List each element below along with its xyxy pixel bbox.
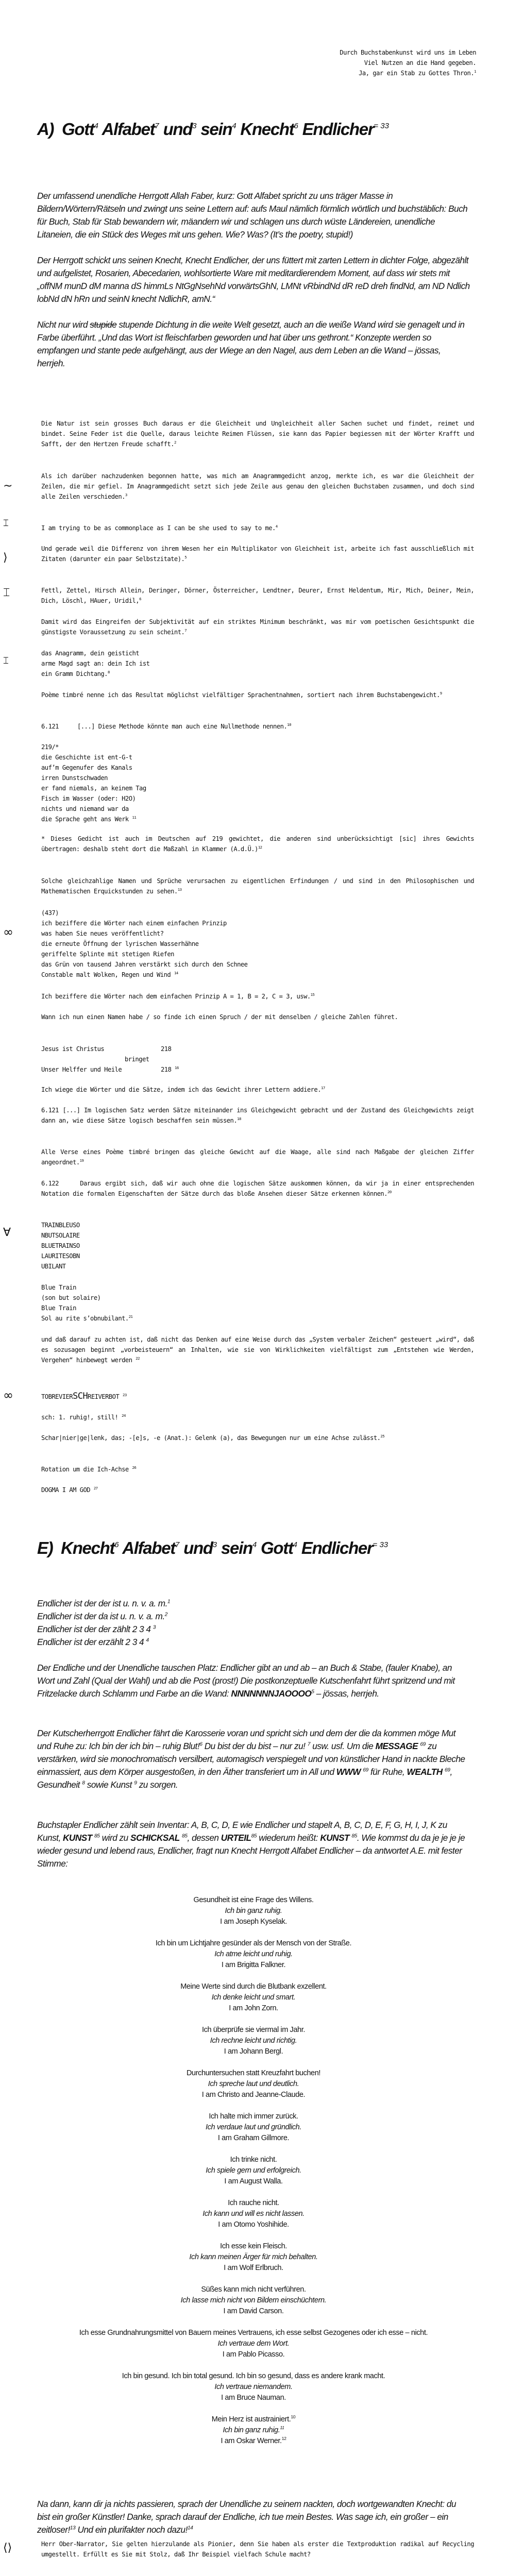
crossed-i-icon: ⌶ [3,586,10,599]
section-e-paragraph: Der Endliche und der Unendliche tauschen Platz: Endlicher gibt an und ab – an Buch & Stabe, (fauler Knabe), an Wort und Zahl (Qual der Wahl) und ab die Post (prost!) Die postkonzeptuelle Kutschenfahrt führt spritzend und mit Fritzelacke durch Schlamm und Farbe an die Wand: NNNNNNNJAOOOO$^5$ – jössas, herrjeh. [37,1663,455,1699]
section-e-paragraph: Der Kutscherherrgott Endlicher fährt die Karosserie voran und spricht sich und dem der die da kommen möge Mut und Ruhe zu: Ich bin der ich bin – ruhig Blut!$^6$ Du bist der du bist – nur zu! $^7$ usw. usf. Um die MESSAGE $^{69}$ zu verstärken, wird sie monochromatisch versilbert, automagisch verspiegelt und von künstlicher Hand in nackte Bleche einmassiert, aus dem Körper ausgestoßen, in den Äther transferiert um in All und WWW $^{69}$ für Ruhe, WEALTH $^{69}$, Gesundheit $^8$ sowie Kunst $^9$ zu sorgen. [37,1728,465,1790]
section-a-intro [37,190,470,370]
quote: Als ich darüber nachzudenken begonnen hatte, was mich am Anagrammgedicht anzog, merkte ich, es war die Gleichheit der Zeilen, die mir gefiel. Im Anagrammgedicht setzt sich jede Zeile aus genau den gleichen Buchstaben zusammen, und doch sind alle Zeilen verschieden.$^3$ [41,472,474,500]
quote: Solche gleichzahlige Namen und Sprüche verursachen zu eigentlichen Erfindungen / und sind in den Philosophischen und Mathematischen Erquickstunden zu sehen.$^{13}$ [41,877,474,895]
stanza-line: Ich esse Grundnahrungsmittel von Bauern meines Vertrauens, ich esse selbst Gezogenes oder ich esse – nicht. [79,2329,428,2337]
stanza-line: Süßes kann mich nicht verführen. [201,2285,306,2294]
quote: Rotation um die Ich-Achse $^{26}$ [41,1465,137,1473]
quote-table: Jesus ist Christus 218 bringet Unser Helffer und Heile 218 $^{16}$ [41,1045,179,1073]
quote: Und gerade weil die Differenz von ihrem Wesen her ein Multiplikator von Gleichheit ist, arbeite ich fast ausschließlich mit Zitaten (darunter ein paar Selbstzitate).$^5$ [41,545,474,563]
stanza [37,2241,470,2274]
epigraph-line: Viel Nutzen an die Hand gegeben. [364,59,476,66]
litany: Endlicher ist der der ist u. n. v. a. m.$^1$ Endlicher ist der da ist u. n. v. a. m.$^2$ Endlicher ist der der zählt 2 3 4 $^3$ Endlicher ist der erzählt 2 3 4 $^4$ [37,1598,171,1647]
quote-poem: (437) ich beziffere die Wörter nach einem einfachen Prinzip was haben Sie neues veröffentlicht? die erneute Öffnung der lyrischen Wasserhähne geriffelte Splinte mit stetigen Riefen das Grün von tausend Jahren verstärkt sich durch den Schnee Constable malt Wolken, Regen und Wind $^{14}$ [41,909,248,978]
stanza-line: Ich bin ganz ruhig. [225,1907,282,1915]
stanza-line: Mein Herz ist austrainiert.$^{10}$ [211,2414,296,2424]
stanza [37,2328,470,2360]
stanza-line: Ich lasse mich nicht von Bildern einschüchtern. [180,2296,327,2304]
stanza-line: Ich bin ganz ruhig.$^{11}$ [223,2425,284,2434]
quote-poem: TRAINBLEUSO NBUTSOLAIRE BLUETRAINSO LAURITESOBN UBILANT [41,1222,80,1270]
stanza-line: Ich kann und will es nicht lassen. [202,2210,305,2218]
closing-paragraph: Na dann, kann dir ja nichts passieren, sprach der Unendliche zu seinem nackten, doch wortgewandten Knecht: du bist ein großer Künstler! Danke, sprach darauf der Endliche, ich tue mein Bestes. Was sage ich, ein großer – ein zeitloser!$^{13}$ Und ein plurifakter noch dazu!$^{14}$ [37,2499,457,2535]
quote: Herr Ober-Narrator, Sie gelten hierzulande als Pionier, denn Sie haben als erster die Textproduktion radikal auf Recycling umgestellt. Erfüllt es Sie mit Stolz, daß Ihr Beispiel vielfach Schule macht? [41,2540,474,2558]
double-angle-icon: ⟨⟩ [3,2541,12,2554]
intro-paragraph: Der umfassend unendliche Herrgott Allah Faber, kurz: Gott Alfabet spricht zu uns träger Masse in Bildern/Wörtern/Rätseln und zwingt uns seine Lettern auf: aufs Maul nämlich förmlich wörtlich und buchstäblich: Buch für Buch, Stab für Stab bewandern wir, mäandern wir und schlagen uns durch wüste Ländereien, unendliche Litaneien, die ein Stück des Weges mit uns gehen. Wie? Was? (It’s the poetry, stupid!) [37,191,468,240]
stanza-line: Ich vertraue niemandem. [214,2383,293,2391]
stanza [37,1938,470,1971]
quote: Schar|nier|ge|lenk, das; -[e]s, -e (Anat.): Gelenk (a), das Bewegungen nur um eine Achse zulässt.$^{25}$ [41,1433,385,1442]
stanza-line: I am David Carson. [223,2307,284,2315]
tilde-icon: ~ [3,480,13,493]
stanza-line: I am Joseph Kyselak. [220,1918,287,1926]
quote: sch: 1. ruhig!, still! $^{24}$ [41,1413,126,1421]
intro-paragraph: Der Herrgott schickt uns seinen Knecht, Knecht Endlicher, der uns füttert mit zarten Lettern in dichter Folge, abgezählt und aufgelistet, Rosarien, Abecedarien, wohlsortierte Ware mit meditardierendem Moment, auf dass wir stets mit „offNM munD dM manna dS himmLs NtGgNsehNd vorwärtsGhN, LMNt vRbindNd dR reD dreh findNd, am ND Ndlich lobNd dN hRn und seinN knecht NdlichR, amN.“ [37,255,470,304]
quote: 6.122 Daraus ergibt sich, daß wir auch ohne die logischen Sätze auskommen können, da wir ja in einer entsprechenden Notation die formalen Eigenschaften der Sätze durch das bloße Ansehen dieser Sätze erkennen können.$^{20}$ [41,1180,474,1197]
stanza-line: Ich spreche laut und deutlich. [208,2080,299,2088]
quote: und daß darauf zu achten ist, daß nicht das Denken auf eine Weise durch das „System verbaler Zeichen“ gesteuert „wird“, daß es sozusagen beginnt „vorbeisteuern“ an Inhalten, wie sie von Wirklichkeiten vielfältigst zum „Entstehen wie Werden, Vergehen“ hinbewegt werden $^{22}$ [41,1336,474,1364]
stanza-line: I am John Zorn. [229,2004,278,2012]
stanza [37,2198,470,2230]
quote: Ich beziffere die Wörter nach dem einfachen Prinzip A = 1, B = 2, C = 3, usw.$^{15}$ [41,992,315,1000]
section-a-heading: A) Gott$^4$ Alfabet$^7$ und$^3$ sein$^4$ Knecht$^6$ Endlicher$^{= 33}$ [37,120,389,139]
stanza-line: I am Wolf Erlbruch. [224,2264,283,2272]
double-chevron-icon: ⟩ [3,551,8,564]
quote: 6.121 [...] Im logischen Satz werden Sätze miteinander ins Gleichgewicht gebracht und der Zustand des Gleichgewichts zeigt dann an, wie diese Sätze logisch beschaffen sein müssen.$^{18}$ [41,1107,474,1124]
stanza-line: Ich esse kein Fleisch. [220,2242,287,2250]
stanza [37,2025,470,2057]
stanza-line: Ich bin gesund. Ich bin total gesund. Ich bin so gesund, dass es andere krank macht. [122,2372,385,2380]
stanzas [37,1895,470,2458]
stanza-line: Ich halte mich immer zurück. [209,2112,298,2121]
stanza-line: I am Otomo Yoshihide. [218,2221,289,2229]
quote: Fettl, Zettel, Hirsch Allein, Deringer, Dörner, Österreicher, Lendtner, Deurer, Ernst Heldentum, Mir, Mich, Deiner, Mein, Dich, Löschl, HAuer, Uridil,$^6$ [41,587,474,604]
stanza [37,1981,470,2014]
stanza-line: Ich rauche nicht. [228,2199,279,2207]
stanza-line: I am August Walla. [224,2177,283,2185]
intro-paragraph: Nicht nur wird stupide stupende Dichtung in die weite Welt gesetzt, auch an die weiße Wand wird sie genagelt und in Farbe überführt. „Und das Wort ist fleischfarben geworden und hat über uns gethront.“ Konzepte werden so empfangen und stante pede aufgehängt, aus der Wiege an den Nagel, aus dem Leben an die Wand – jössas, herrjeh. [37,319,465,368]
stanza-line: Ich spiele gern und erfolgreich. [206,2166,301,2175]
quote: * Dieses Gedicht ist auch im Deutschen auf 219 gewichtet, die anderen sind unberücksichtigt [sic] ihres Gewichts übertragen: deshalb steht dort die Maßzahl in Klammer (A.d.Ü.)$^{12}$ [41,835,474,853]
quote: Alle Verse eines Poème timbré bringen das gleiche Gewicht auf die Waage, alle sind nach Maßgabe der gleichen Ziffer angeordnet.$^{19}$ [41,1148,474,1166]
stanza-line: I am Johann Bergl. [224,2047,283,2056]
infinity-icon: ∞ [3,1388,13,1402]
quote: DOGMA I AM GOD $^{27}$ [41,1485,98,1494]
stanza-line: Ich atme leicht und ruhig. [214,1950,293,1958]
stanza-line: I am Brigitta Falkner. [221,1961,286,1969]
quote-poem: 219/* die Geschichte ist ent-G-t auf’m Gegenufer des Kanals irren Dunstschwaden er fand niemals, an keinem Tag Fisch im Wasser (oder: H2O) nichts und niemand war da die Sprache geht ans Werk $^{11}$ [41,743,146,823]
stanza-line: Ich bin um Lichtjahre gesünder als der Mensch von der Straße. [155,1939,352,1947]
stanza-line: I am Christo and Jeanne-Claude. [201,2091,306,2099]
stanza-line: I am Pablo Picasso. [222,2350,285,2359]
stanza [37,1895,470,1927]
quote: TOBREVIERSCHREIVERBOT $^{23}$ [41,1391,127,1401]
stanza-line: Ich rechne leicht und richtig. [210,2037,297,2045]
quote: Wann ich nun einen Namen habe / so finde ich einen Spruch / der mit denselben / gleiche Zahlen führet. [41,1013,398,1021]
stanza-line: Gesundheit ist eine Frage des Willens. [193,1896,314,1904]
stanza-line: I am Graham Gillmore. [217,2134,290,2142]
stanza [37,2371,470,2403]
stanza [37,2111,470,2144]
stanza [37,2068,470,2100]
stanza-line: Ich überprüfe sie viermal im Jahr. [202,2026,305,2034]
stanza-line: Ich trinke nicht. [230,2156,277,2164]
stanza-line: Durchuntersuchen statt Kreuzfahrt buchen! [186,2069,321,2077]
stanza-line: I am Bruce Nauman. [221,2394,286,2402]
quote: 6.121 [...] Diese Methode könnte man auch eine Nullmethode nennen.$^{10}$ [41,722,291,730]
stanza-line: Ich denke leicht und smart. [211,1993,296,2002]
i-beam-icon: ⌶ [3,518,9,529]
stanza-line: Ich verdaue laut und gründlich. [206,2123,301,2131]
i-beam-icon: ⌶ [3,655,9,666]
infinity-icon: ∞ [3,925,13,939]
stanza-line: Ich kann meinen Ärger für mich behalten. [189,2253,318,2261]
stanza [37,2284,470,2317]
quote: Ich wiege die Wörter und die Sätze, indem ich das Gewicht ihrer Lettern addiere.$^{17}$ [41,1085,325,1093]
quote: Poème timbré nenne ich das Resultat möglichst vielfältiger Sprachentnahmen, sortiert nach ihrem Buchstabengewicht.$^9$ [41,690,442,699]
stanza [37,2155,470,2187]
stanza [37,2414,470,2447]
epigraph-line: Ja, gar ein Stab zu Gottes Thron.$^1$ [359,69,476,77]
quote-poem: das Anagramm, dein geisticht arme Magd sagt an: dein Ich ist ein Gramm Dichtang.$^8$ [41,650,150,677]
epigraph [340,47,476,78]
stanza-line: Ich vertraue dem Wort. [217,2340,290,2348]
quote-poem: Blue Train (son but solaire) Blue Train Sol au rite s’obnubilant.$^{21}$ [41,1284,133,1322]
stanza-line: Meine Werte sind durch die Blutbank exzellent. [180,1982,327,1991]
section-e-heading: E) Knecht$^6$ Alfabet$^7$ und$^3$ sein$^4$ Gott$^4$ Endlicher$^{= 33}$ [37,1538,388,1557]
epigraph-line: Durch Buchstabenkunst wird uns im Leben [340,49,476,56]
quote: Damit wird das Eingreifen der Subjektivität auf ein striktes Minimum beschränkt, was mir vom poetischen Gesichtspunkt die günstigste Voraussetzung zu sein scheint.$^7$ [41,618,474,636]
stanza-line: I am Oskar Werner.$^{12}$ [221,2436,286,2445]
quote: I am trying to be as commonplace as I can be she used to say to me.$^4$ [41,523,278,532]
turned-a-icon: ∀ [3,1226,11,1239]
section-e-paragraph: Buchstapler Endlicher zählt sein Inventar: A, B, C, D, E wie Endlicher und stapelt A, B, C, D, E, F, G, H, I, J, K zu Kunst, KUNST $^{85}$ wird zu SCHICKSAL $^{85}$, dessen URTEIL$^{85}$ wiederum heißt: KUNST $^{85}$. Wie kommst du da je je je je wieder gesund und lebend raus, Endlicher, fragt nun Knecht Herrgott Alfabet Endlicher – da antwortet A.E. mit fester Stimme: [37,1820,465,1869]
quote: Die Natur ist sein grosses Buch daraus er die Gleichheit und Ungleichheit aller Sachen suchet und findet, reimet und bindet. Seine Feder ist die Quelle, daraus leichte Reimen Flüssen, sie kann das Papier begiessen mit der Wörter Krafft und Safft, der den Hertzen Freude schafft.$^2$ [41,420,474,448]
